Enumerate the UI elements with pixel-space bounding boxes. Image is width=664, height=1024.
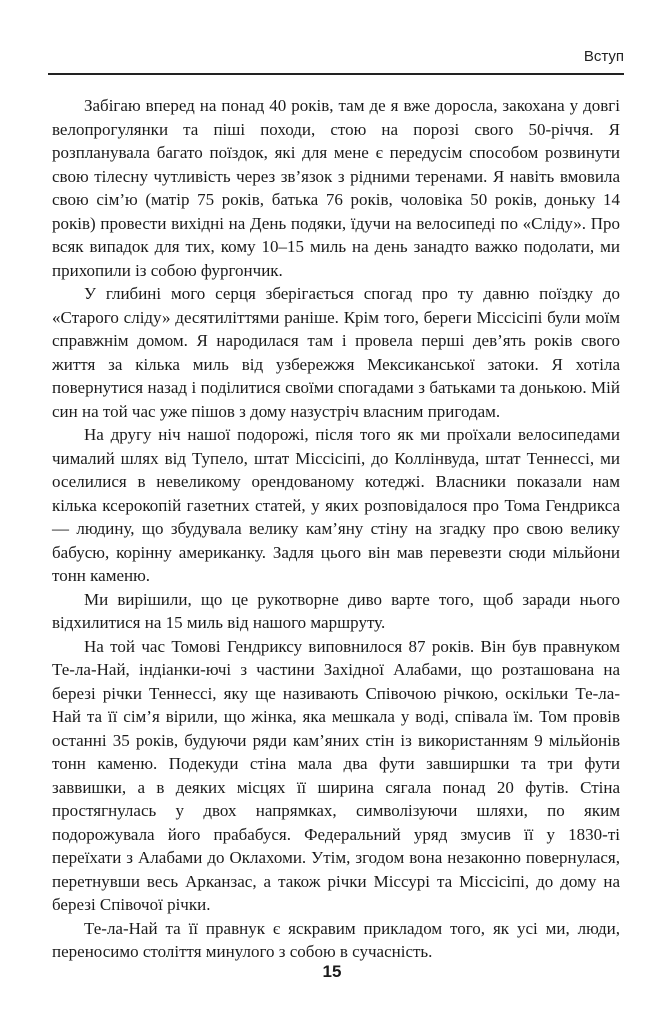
paragraph: На той час Томові Гендриксу виповнилося 87 років. Він був правнуком Те-ла-Най, індіанки-ючі з частини Західної Алабами, що розташована на березі річки Теннессі, яку ще називають Співочою річкою, оскільки Те-ла-Най та її сім’я вірили, що жінка, яка мешкала у воді, співала їм. Том провів останні 35 років, будуючи ряди кам’яних стін із використанням 9 мільйонів тонн каменю. Подекуди стіна мала два фути завширшки та три фути заввишки, а в деяких місцях її ширина сягала понад 20 футів. Стіна простягнулась у двох напрямках, символізуючи шляхи, по яким подорожувала його прабабуся. Федеральний уряд змусив її у 1830-ті переїхати з Алабами до Оклахоми. Утім, згодом вона незаконно повернулася, перетнувши весь Арканзас, а також річки Міссурі та Міссісіпі, до дому на березі Співочої річки.: [52, 636, 620, 914]
page-number: 15: [322, 962, 342, 981]
running-header: Вступ: [583, 48, 624, 65]
header-rule: [48, 73, 624, 75]
paragraph: У глибині мого серця зберігається спогад про ту давню поїздку до «Старого сліду» десятиліттями раніше. Крім того, береги Міссісіпі були моїм справжнім домом. Я народилася там і провела перші дев’ять років свого життя за кілька миль від узбережжя Мексиканської затоки. Я хотіла повернутися назад і поділитися своїми спогадами з батьками та донькою. Мій син на той час уже пішов з дому назустріч власним пригодам.: [52, 284, 620, 421]
paragraph: На другу ніч нашої подорожі, після того як ми проїхали велосипедами чималий шлях від Тупело, штат Міссісіпі, до Коллінвуда, штат Теннессі, ми оселилися в невеликому орендованому котеджі. Власники показали нам кілька ксерокопій газетних статей, у яких розповідалося про Тома Гендрикса — людину, що збудувала велику кам’яну стіну на згадку про свою велику бабусю, корінну американку. Задля цього він мав перевезти сюди мільйони тонн каменю.: [52, 425, 620, 585]
paragraph: Те-ла-Най та її правнук є яскравим прикладом того, як усі ми, люди, переносимо століття минулого з собою в сучасність.: [52, 918, 620, 961]
body-text: [52, 94, 620, 964]
paragraph: Забігаю вперед на понад 40 років, там де я вже доросла, закохана у довгі велопрогулянки та піші походи, стою на порозі свого 50-річчя. Я розпланувала багато поїздок, які для мене є передусім способом розвинути свою тілесну чутливість через зв’язок з рідними теренами. Я навіть вмовила свою сім’ю (матір 75 років, батька 76 років, чоловіка 50 років, доньку 14 років) провести вихідні на День подяки, їдучи на велосипеді по «Сліду». Про всяк випадок для тих, кому 10–15 миль на день занадто важко подолати, ми прихопили із собою фургончик.: [52, 96, 620, 280]
paragraph: Ми вирішили, що це рукотворне диво варте того, щоб заради нього відхилитися на 15 миль від нашого маршруту.: [52, 589, 620, 632]
